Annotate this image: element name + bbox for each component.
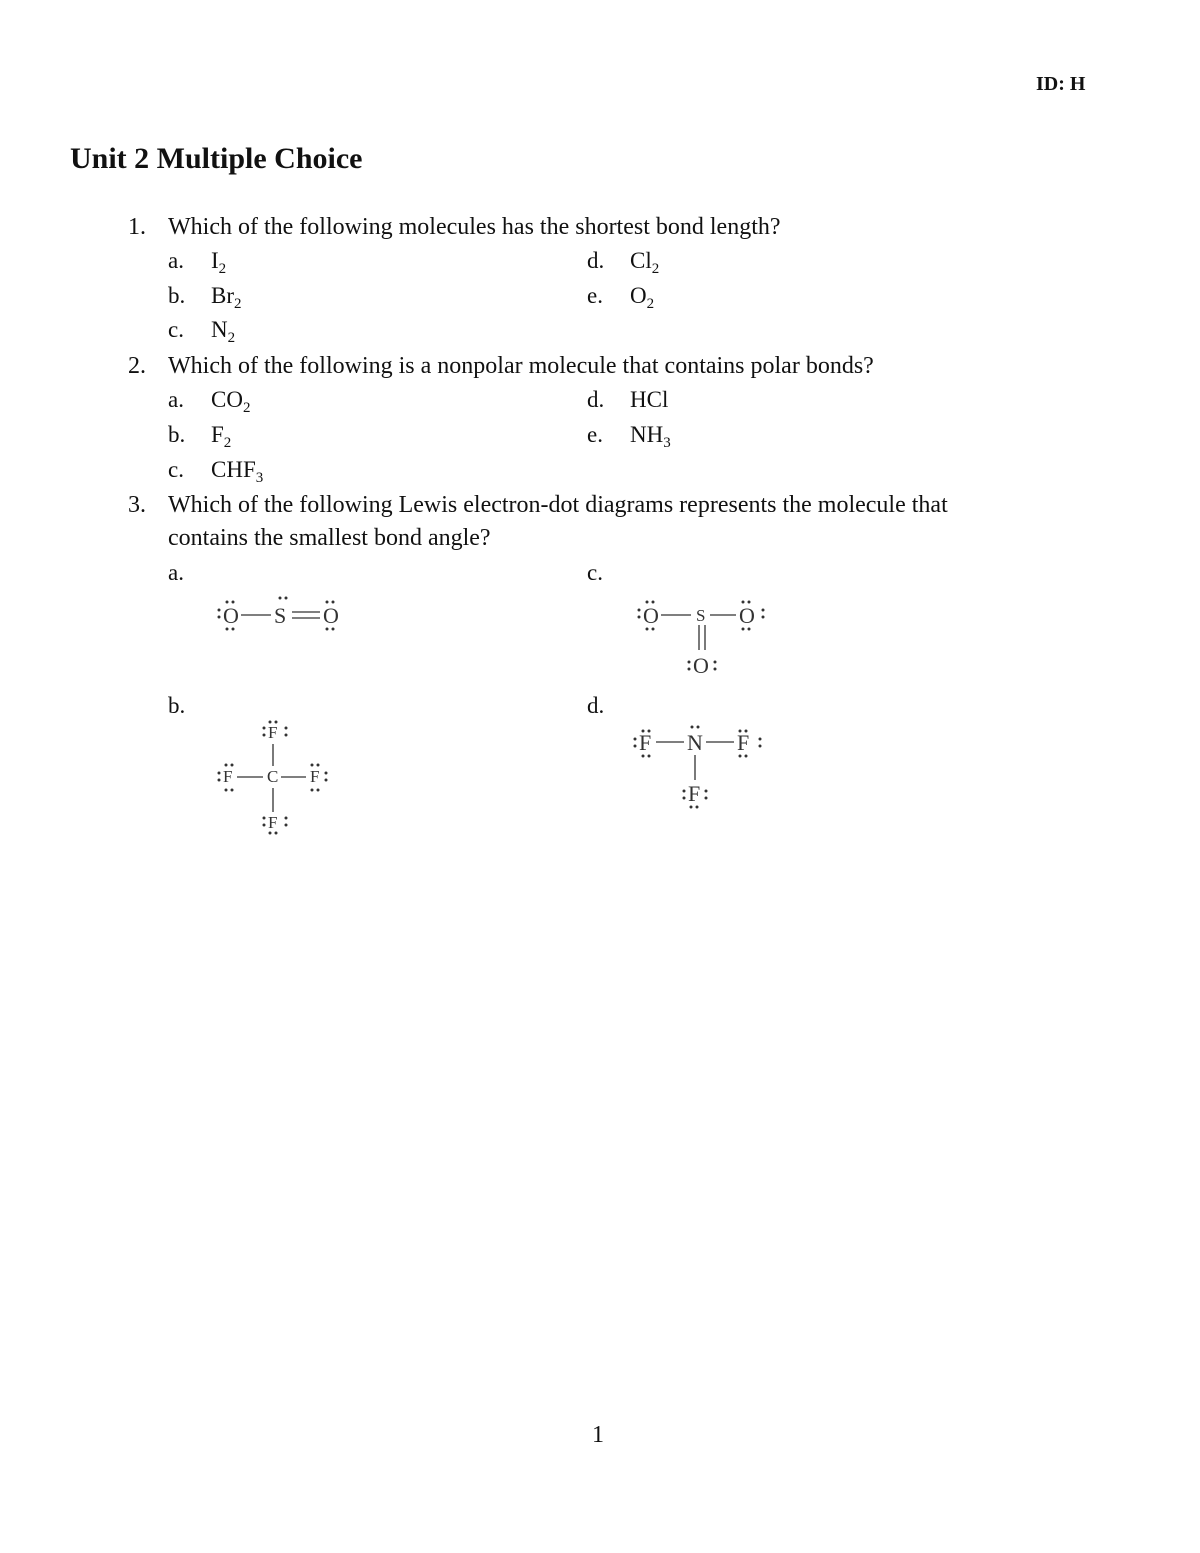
atom-nitrogen: N — [687, 730, 703, 755]
lewis-diagram-cf4 — [210, 716, 340, 840]
lewis-diagram-nf3 — [626, 722, 776, 814]
option-letter: d. — [587, 387, 605, 412]
option-letter: a. — [168, 248, 184, 273]
atom-fluorine: F — [688, 781, 701, 806]
option-a-value: $I_2$ — [211, 248, 227, 277]
id-label: ID: H — [1036, 73, 1086, 95]
option-c-value: $N_2$ — [211, 317, 236, 346]
question-text-line-2: contains the smallest bond angle? — [168, 525, 491, 551]
atom-fluorine: F — [737, 730, 750, 755]
option-e-value: $O_2$ — [630, 283, 655, 312]
question-number: 1. — [128, 214, 146, 240]
option-b-value: $Br_2$ — [211, 283, 242, 312]
atom-fluorine: F — [639, 730, 652, 755]
page-title: Unit 2 Multiple Choice — [70, 142, 363, 175]
lewis-diagram-so2 — [210, 592, 350, 636]
question-text: Which of the following is a nonpolar molecule that contains polar bonds? — [168, 353, 874, 379]
option-letter: b. — [168, 283, 186, 308]
option-letter: a. — [168, 387, 184, 412]
option-letter: e. — [587, 422, 603, 447]
atom-carbon: C — [267, 767, 279, 786]
question-text: Which of the following molecules has the shortest bond length? — [168, 214, 781, 240]
option-letter: c. — [587, 560, 603, 585]
question-number: 3. — [128, 492, 146, 518]
option-e-value: $NH_3$ — [630, 422, 671, 451]
question-text-line-1: Which of the following Lewis electron-dot diagrams represents the molecule that — [168, 492, 948, 518]
option-letter: b. — [168, 422, 186, 447]
atom-fluorine: F — [223, 767, 233, 786]
atom-oxygen: O — [739, 603, 755, 628]
atom-oxygen: O — [693, 653, 709, 678]
question-number: 2. — [128, 353, 146, 379]
option-letter: a. — [168, 560, 184, 585]
option-letter: c. — [168, 457, 184, 482]
atom-fluorine: F — [310, 767, 320, 786]
lewis-diagram-so3 — [630, 592, 780, 680]
page-number: 1 — [592, 1422, 604, 1448]
option-a-value: $CO_2$ — [211, 387, 251, 416]
atom-sulfur: S — [696, 606, 706, 625]
atom-fluorine: F — [268, 723, 278, 742]
option-letter: c. — [168, 317, 184, 342]
option-b-value: $F_2$ — [211, 422, 232, 451]
atom-oxygen: O — [323, 603, 339, 628]
option-letter: d. — [587, 693, 605, 718]
atom-fluorine: F — [268, 813, 278, 832]
option-c-value: $CHF_3$ — [211, 457, 264, 486]
option-d-value: $Cl_2$ — [630, 248, 660, 277]
atom-oxygen: O — [223, 603, 239, 628]
option-letter: d. — [587, 248, 605, 273]
option-letter: b. — [168, 693, 186, 718]
atom-sulfur: S — [274, 603, 287, 628]
option-d-value: HCl — [630, 387, 669, 412]
option-letter: e. — [587, 283, 603, 308]
atom-oxygen: O — [643, 603, 659, 628]
